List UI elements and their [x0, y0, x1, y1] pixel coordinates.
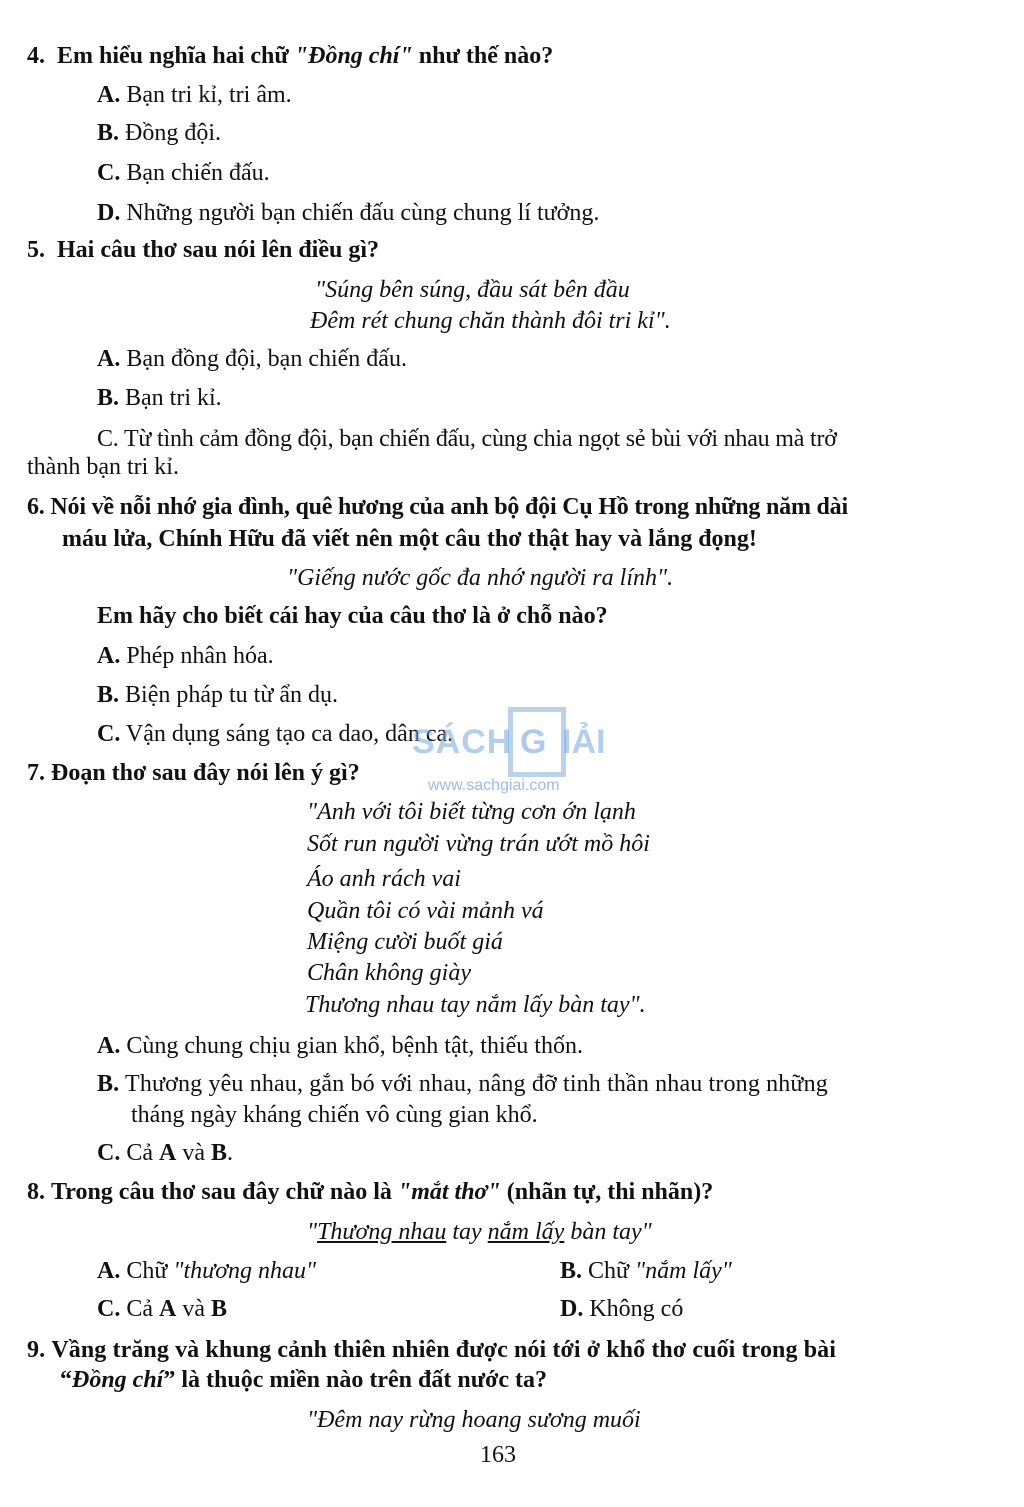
q8-option-b: B. Chữ "nắm lấy"	[560, 1258, 732, 1284]
q7-poem-line-7: Thương nhau tay nắm lấy bàn tay".	[305, 992, 646, 1018]
q7-option-b-line-2: tháng ngày kháng chiến vô cùng gian khổ.	[131, 1102, 538, 1128]
q9-number: 9.	[27, 1337, 46, 1363]
watermark-brand-left: SÁCH	[412, 723, 513, 761]
q8-option-a: A. Chữ "thương nhau"	[97, 1258, 317, 1284]
q7-text: Đoạn thơ sau đây nói lên ý gì?	[51, 760, 360, 786]
q5-option-c-line-1: C. Từ tình cảm đồng đội, bạn chiến đấu, cùng chia ngọt sẻ bùi với nhau mà trở	[97, 426, 837, 452]
q9-term: Đồng chí	[72, 1367, 164, 1393]
watermark-brand-right: IẢI	[562, 723, 606, 761]
q6-poem: "Giếng nước gốc đa nhớ người ra lính".	[287, 565, 674, 591]
q9-question-line-2: “Đồng chí” là thuộc miền nào trên đất nước ta?	[60, 1367, 548, 1393]
q7-poem-line-1: "Anh với tôi biết từng cơn ớn lạnh	[307, 799, 636, 825]
q8-term: "mắt thơ"	[397, 1179, 501, 1205]
q6-option-a: A. Phép nhân hóa.	[97, 643, 274, 669]
q8-option-c: C. Cả A và B	[97, 1296, 228, 1322]
q7-option-b-line-1: B. Thương yêu nhau, gắn bó với nhau, nâng đỡ tinh thần nhau trong những	[97, 1071, 828, 1097]
q4-option-c: C. Bạn chiến đấu.	[97, 160, 270, 186]
q8-poem: "Thương nhau tay nắm lấy bàn tay"	[307, 1219, 652, 1245]
q8-number: 8.	[27, 1179, 45, 1205]
q5-text: Hai câu thơ sau nói lên điều gì?	[57, 237, 380, 263]
q8-underline-thuong-nhau: Thương nhau	[317, 1219, 447, 1245]
q9-poem: "Đêm nay rừng hoang sương muối	[307, 1407, 641, 1433]
q4-option-a: A. Bạn tri kỉ, tri âm.	[97, 82, 292, 108]
watermark-brand-g: G	[520, 723, 547, 761]
q8-underline-nam-lay: nắm lấy	[487, 1219, 565, 1245]
q4-number: 4.	[27, 43, 45, 69]
q7-option-c: C. Cả A và B.	[97, 1140, 234, 1166]
q7-poem-line-4: Quần tôi có vài mảnh vá	[307, 898, 544, 924]
q7-poem-line-2: Sốt run người vừng trán ướt mồ hôi	[307, 831, 650, 857]
q4-text-b: như thế nào?	[412, 43, 554, 69]
q6-option-c: C. Vận dụng sáng tạo ca dao, dân ca.	[97, 721, 454, 747]
watermark-logo	[410, 705, 620, 795]
q4-option-d: D. Những người bạn chiến đấu cùng chung lí tưởng.	[97, 200, 600, 226]
q7-poem-line-6: Chân không giày	[307, 960, 471, 986]
q5-question	[27, 235, 379, 265]
q7-poem-line-5: Miệng cười buốt giá	[307, 929, 503, 955]
q4-text-a: Em hiểu nghĩa hai chữ	[57, 43, 295, 69]
q4-question	[27, 41, 553, 71]
q8-option-d: D. Không có	[560, 1296, 684, 1322]
q6-question-line-1: 6. Nói về nỗi nhớ gia đình, quê hương của anh bộ đội Cụ Hồ trong những năm dài	[27, 494, 848, 520]
q5-poem-line-1: "Súng bên súng, đầu sát bên đầu	[315, 277, 630, 303]
q6-ask: Em hãy cho biết cái hay của câu thơ là ở chỗ nào?	[97, 603, 608, 629]
q7-poem-line-3: Áo anh rách vai	[307, 866, 461, 892]
q7-number: 7.	[27, 760, 45, 786]
q6-question-line-2: máu lửa, Chính Hữu đã viết nên một câu thơ thật hay và lắng đọng!	[62, 526, 757, 552]
watermark-url: www.sachgiai.com	[428, 777, 560, 794]
q6-option-b: B. Biện pháp tu từ ẩn dụ.	[97, 682, 338, 708]
q5-option-a: A. Bạn đồng đội, bạn chiến đấu.	[97, 346, 407, 372]
q5-poem-line-2: Đêm rét chung chăn thành đôi tri kỉ".	[310, 308, 671, 334]
page-number: 163	[480, 1442, 516, 1468]
q5-option-b: B. Bạn tri kỉ.	[97, 385, 222, 411]
q5-option-c-line-2: thành bạn tri kỉ.	[27, 454, 179, 480]
q8-question: 8. Trong câu thơ sau đây chữ nào là "mắt thơ" (nhãn tự, thi nhãn)?	[27, 1179, 714, 1205]
q7-option-a: A. Cùng chung chịu gian khổ, bệnh tật, thiếu thốn.	[97, 1033, 583, 1059]
q4-option-b: B. Đồng đội.	[97, 120, 222, 146]
q6-number: 6.	[27, 494, 45, 520]
q9-question-line-1: 9. Vầng trăng và khung cảnh thiên nhiên được nói tới ở khổ thơ cuối trong bài	[27, 1337, 837, 1363]
q5-number: 5.	[27, 237, 45, 263]
q4-term: "Đồng chí"	[294, 43, 413, 69]
q7-question	[27, 758, 360, 788]
